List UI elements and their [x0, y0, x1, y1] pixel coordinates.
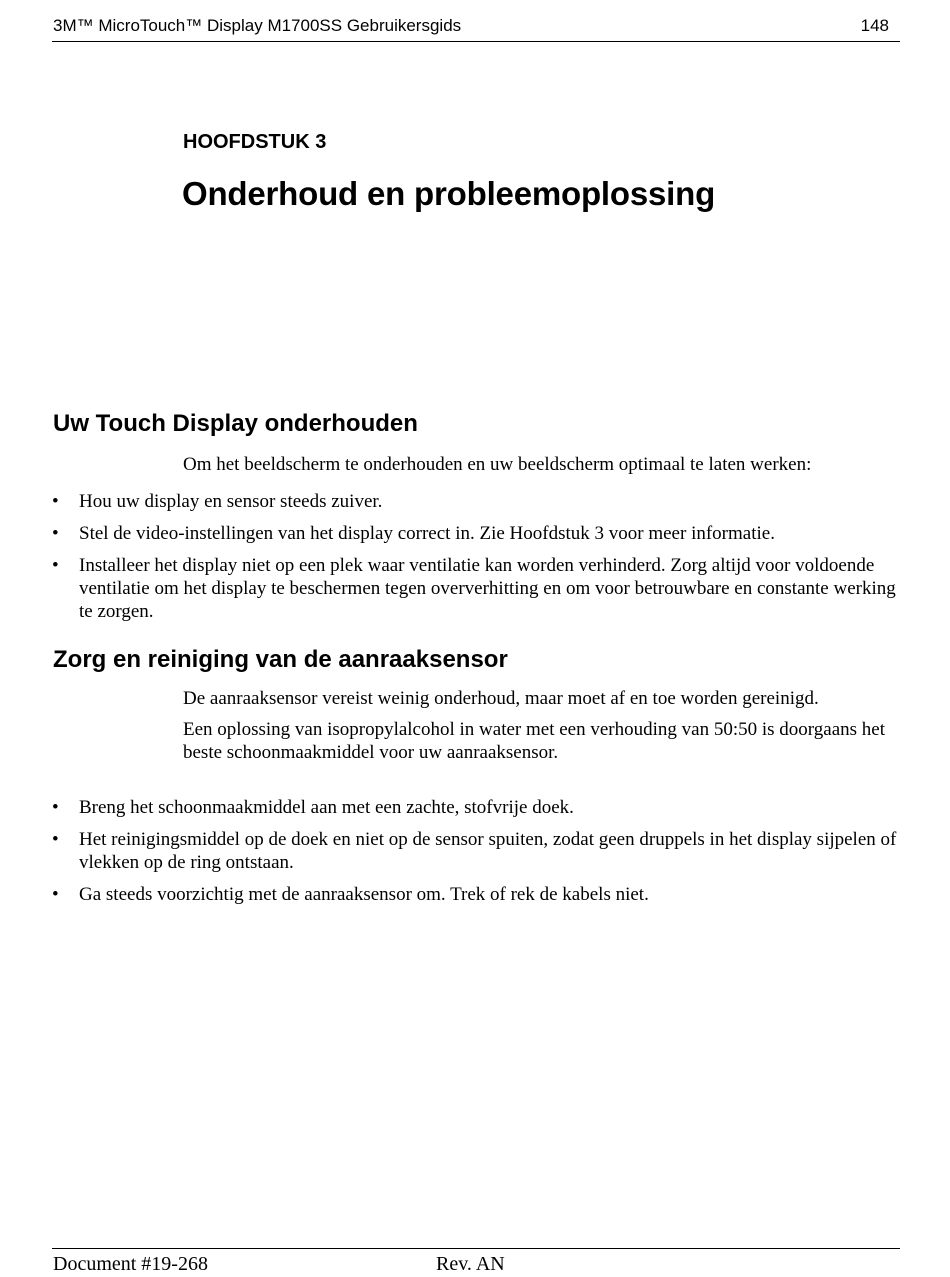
list-item-text: Breng het schoonmaakmiddel aan met een zachte, stofvrije doek.	[79, 797, 574, 818]
list-item	[52, 522, 898, 545]
list-item	[52, 554, 898, 623]
list-item-text: Hou uw display en sensor steeds zuiver.	[79, 491, 383, 512]
cleaning-solution-paragraph: Een oplossing van isopropylalcohol in water met een verhouding van 50:50 is doorgaans het beste schoonmaakmiddel voor uw aanraaksensor.	[183, 719, 885, 763]
section-heading-maintain-display: Uw Touch Display onderhouden	[53, 410, 418, 437]
page-footer	[52, 1248, 900, 1277]
sensor-maintenance-paragraph: De aanraaksensor vereist weinig onderhoud, maar moet af en toe worden gereinigd.	[183, 688, 819, 709]
chapter-label: HOOFDSTUK 3	[183, 131, 327, 153]
document-number: Document #19-268	[53, 1253, 208, 1275]
list-item	[52, 490, 898, 513]
document-title: 3M™ MicroTouch™ Display M1700SS Gebruikersgids	[53, 16, 462, 35]
maintenance-bullet-list	[52, 490, 898, 632]
page-number: 148	[860, 16, 889, 35]
section-heading-sensor-cleaning: Zorg en reiniging van de aanraaksensor	[53, 646, 508, 673]
chapter-title: Onderhoud en probleemoplossing	[182, 175, 716, 212]
list-item	[52, 883, 898, 906]
bullet-icon: •	[52, 829, 59, 850]
list-item-text: Stel de video-instellingen van het display correct in. Zie Hoofdstuk 3 voor meer informatie.	[79, 523, 775, 544]
bullet-icon: •	[52, 491, 59, 512]
list-item	[52, 828, 898, 874]
section-intro-paragraph: Om het beeldscherm te onderhouden en uw beeldscherm optimaal te laten werken:	[183, 454, 812, 475]
bullet-icon: •	[52, 797, 59, 818]
bullet-icon: •	[52, 555, 59, 576]
revision-label: Rev. AN	[436, 1253, 505, 1275]
list-item-text: Het reinigingsmiddel op de doek en niet op de sensor spuiten, zodat geen druppels in het display sijpelen of vlekken op de ring ontstaan.	[79, 829, 897, 873]
bullet-icon: •	[52, 884, 59, 905]
cleaning-bullet-list	[52, 796, 898, 915]
list-item-text: Installeer het display niet op een plek waar ventilatie kan worden verhinderd. Zorg altijd voor voldoende ventilatie om het display te beschermen tegen oververhitting en om voor betrouwbare en constante werking te zorgen.	[79, 555, 896, 622]
bullet-icon: •	[52, 523, 59, 544]
list-item-text: Ga steeds voorzichtig met de aanraaksensor om. Trek of rek de kabels niet.	[79, 884, 649, 905]
list-item	[52, 796, 898, 819]
page-header	[52, 14, 900, 42]
